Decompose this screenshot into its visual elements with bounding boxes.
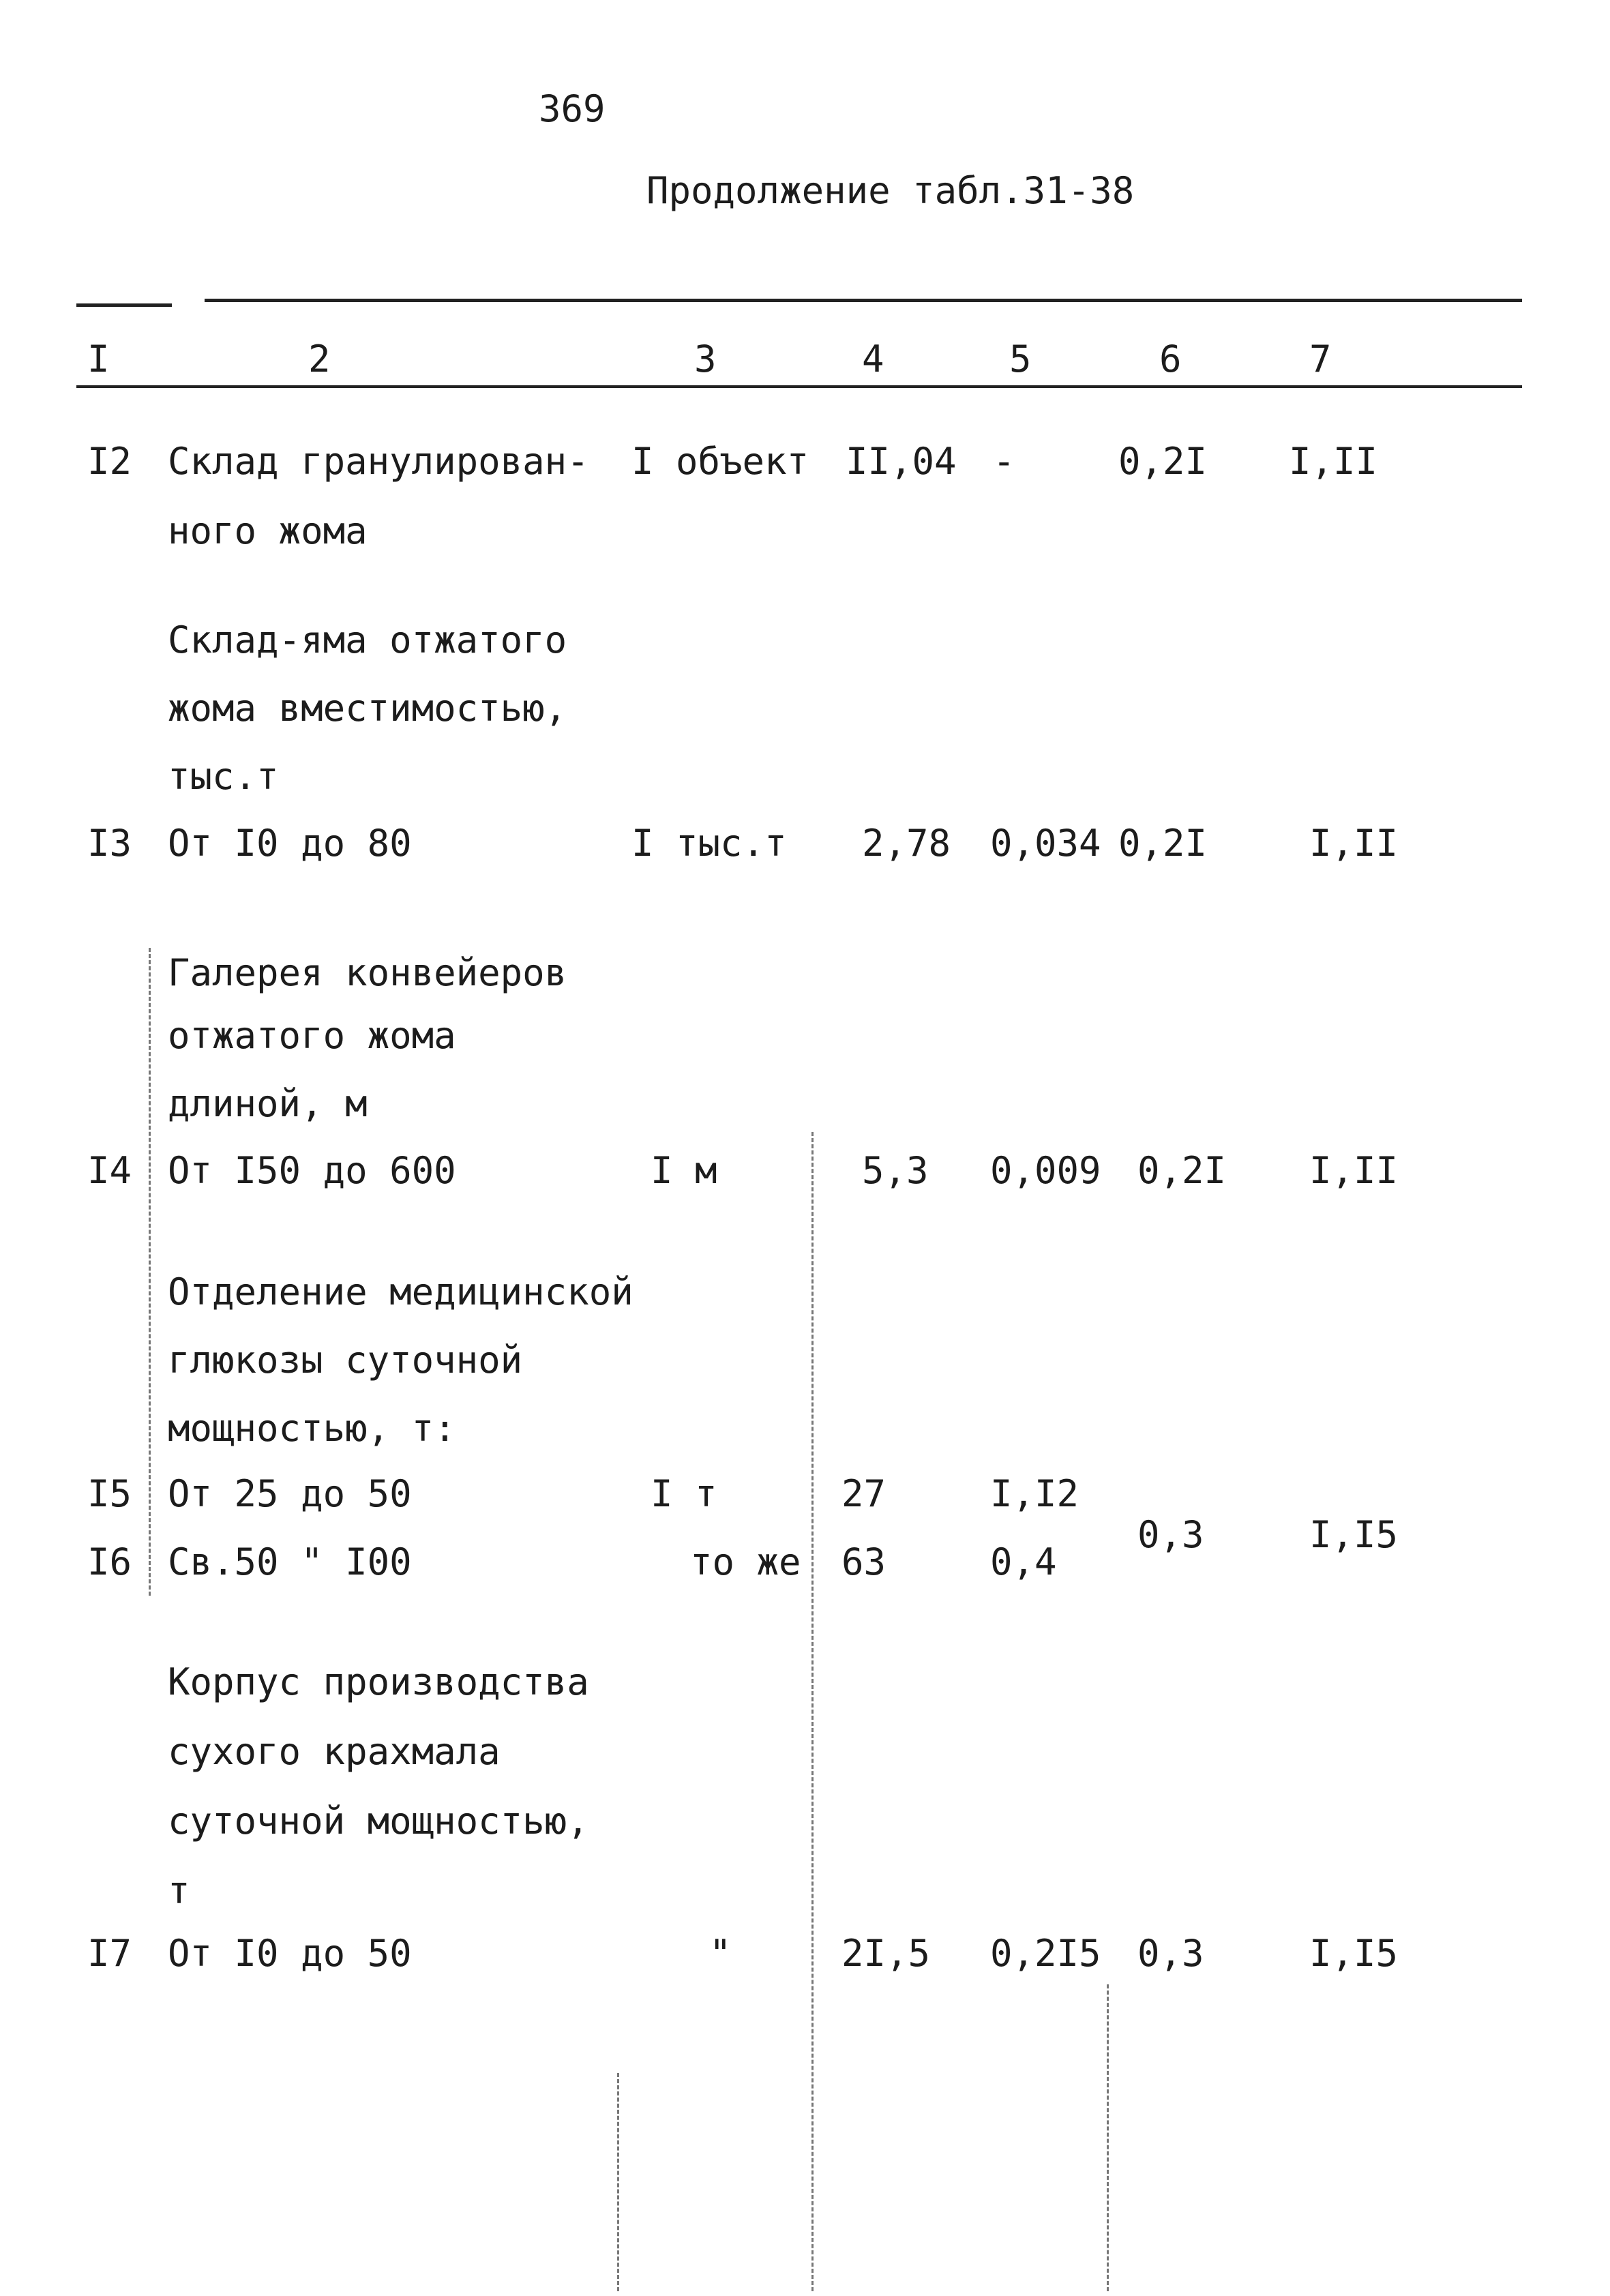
header-rule [76,385,1522,388]
row-name-line: От I0 до 50 [168,1932,412,1975]
row-col6: 0,2I [1137,1149,1227,1192]
col-header-3: 3 [694,338,717,381]
row-col6: 0,3 [1137,1932,1204,1975]
caption-line: Отделение медицинской [168,1270,633,1313]
page-number: 369 [539,87,606,130]
table-continuation-title: Продолжение табл.31-38 [646,169,1135,212]
col-divider-lower-right [1107,1984,1109,2291]
caption-line: суточной мощностью, [168,1800,589,1843]
caption-line: глюкозы суточной [168,1339,523,1382]
col-header-5: 5 [1009,338,1032,381]
col-divider-1 [149,948,151,1596]
row-col6: 0,2I [1118,822,1208,865]
row-unit: I м [651,1149,717,1192]
col-header-4: 4 [862,338,884,381]
row-col4: 2,78 [862,822,951,865]
caption-line: сухого крахмала [168,1730,501,1773]
caption-line: жома вместимостью, [168,687,567,730]
row-col5: 0,2I5 [990,1932,1101,1975]
row-col4: 27 [841,1472,886,1515]
row-name-line: От I50 до 600 [168,1149,456,1192]
col-header-1: I [87,338,110,381]
col-header-6: 6 [1159,338,1182,381]
row-name-line: От 25 до 50 [168,1472,412,1515]
row-col5: - [993,440,1015,483]
row-unit: I тыс.т [631,822,787,865]
col-divider-lower-left [617,2073,619,2291]
top-rule [205,299,1522,302]
row-col7: I,II [1289,440,1378,483]
row-name-line: Склад гранулирован- [168,440,589,483]
caption-line: отжатого жома [168,1014,456,1057]
row-col4: 2I,5 [841,1932,931,1975]
caption-line: Склад-яма отжатого [168,618,567,661]
row-number: I4 [87,1149,132,1192]
row-col5: 0,034 [990,822,1101,865]
caption-line: мощностью, т: [168,1407,456,1450]
row-col5: 0,009 [990,1149,1101,1192]
row-unit: I объект [631,440,809,483]
row-name-line: Св.50 " I00 [168,1540,412,1583]
row-name-line: ного жома [168,509,368,552]
row-unit: I т [651,1472,717,1515]
row-number: I5 [87,1472,132,1515]
row-col5: 0,4 [990,1540,1057,1583]
row-name-line: От I0 до 80 [168,822,412,865]
row-col5: I,I2 [990,1472,1079,1515]
row-unit: то же [690,1540,801,1583]
col-divider-3 [811,1132,814,2291]
row-col4: 5,3 [862,1149,929,1192]
row-col7: I,I5 [1309,1932,1399,1975]
row-col6: 0,3 [1137,1513,1204,1556]
caption-line: т [168,1869,190,1912]
row-col7: I,II [1309,822,1399,865]
row-unit: " [709,1932,732,1975]
caption-line: Галерея конвейеров [168,951,567,994]
row-number: I2 [87,440,132,483]
col-header-7: 7 [1309,338,1332,381]
row-col7: I,II [1309,1149,1399,1192]
row-col6: 0,2I [1118,440,1208,483]
row-number: I3 [87,822,132,865]
row-col4: II,04 [846,440,957,483]
caption-line: длиной, м [168,1082,368,1125]
top-rule-short [76,303,172,307]
row-number: I6 [87,1540,132,1583]
row-col7: I,I5 [1309,1513,1399,1556]
caption-line: Корпус производства [168,1660,589,1703]
caption-line: тыс.т [168,755,279,798]
row-number: I7 [87,1932,132,1975]
row-col4: 63 [841,1540,886,1583]
col-header-2: 2 [308,338,331,381]
